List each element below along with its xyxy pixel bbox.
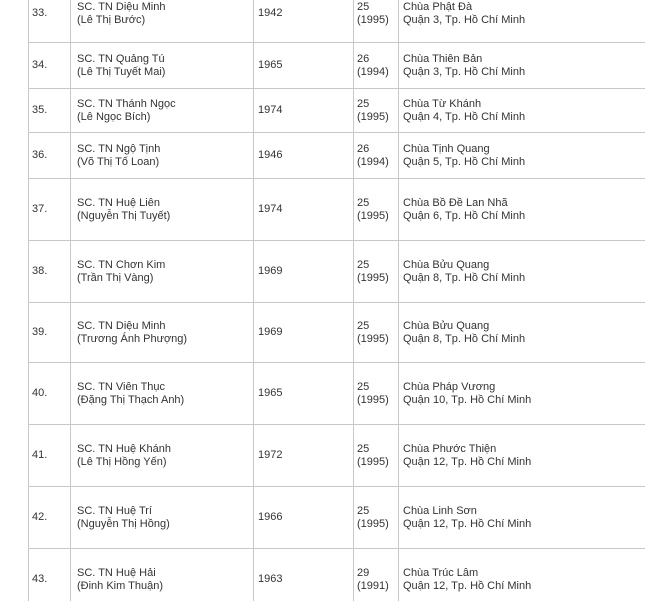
table-row [29, 241, 645, 303]
temple-name: Chùa Thiên Bản [403, 52, 483, 65]
temple-cell [399, 89, 645, 133]
vassa-count: 29 [357, 566, 370, 579]
ordination-year: (1995) [357, 271, 389, 284]
temple-cell [399, 133, 645, 179]
vassa-count: 25 [357, 196, 370, 209]
vassa-count: 25 [357, 319, 370, 332]
birth-name: (Lê Ngọc Bích) [77, 110, 151, 123]
ordination-year: (1995) [357, 393, 389, 406]
temple-address: Quận 8, Tp. Hồ Chí Minh [403, 332, 526, 345]
vassa-count: 25 [357, 258, 370, 271]
temple-name: Chùa Từ Khánh [403, 97, 482, 110]
temple-name: Chùa Linh Sơn [403, 504, 477, 517]
vassa-count: 25 [357, 380, 370, 393]
ordination-year: (1995) [357, 517, 389, 530]
temple-address: Quận 6, Tp. Hồ Chí Minh [403, 209, 526, 222]
dharma-name: SC. TN Huệ Khánh [77, 442, 171, 455]
name-cell [71, 133, 254, 179]
dharma-name: SC. TN Thánh Ngọc [77, 97, 176, 110]
temple-cell [399, 241, 645, 303]
vassa-cell [354, 241, 399, 303]
name-cell [71, 0, 254, 43]
dharma-name: SC. TN Huệ Trí [77, 504, 152, 517]
name-cell [71, 425, 254, 487]
ordination-year: (1995) [357, 110, 389, 123]
row-number: 43. [29, 549, 71, 601]
dharma-name: SC. TN Viên Thục [77, 380, 166, 393]
name-cell [71, 363, 254, 425]
temple-address: Quận 12, Tp. Hồ Chí Minh [403, 517, 532, 530]
ordination-year: (1995) [357, 13, 389, 26]
birth-name: (Nguyễn Thị Hồng) [77, 517, 170, 530]
row-number: 40. [29, 363, 71, 425]
temple-name: Chùa Trúc Lâm [403, 566, 479, 579]
birth-year: 1965 [254, 363, 354, 425]
vassa-cell [354, 363, 399, 425]
ordination-year: (1994) [357, 155, 389, 168]
birth-year: 1972 [254, 425, 354, 487]
temple-cell [399, 303, 645, 363]
vassa-count: 26 [357, 142, 370, 155]
row-number: 36. [29, 133, 71, 179]
row-number: 35. [29, 89, 71, 133]
name-cell [71, 241, 254, 303]
ordination-year: (1995) [357, 209, 389, 222]
table-row [29, 487, 645, 549]
vassa-count: 25 [357, 504, 370, 517]
vassa-cell [354, 303, 399, 363]
temple-cell [399, 487, 645, 549]
ordination-year: (1995) [357, 332, 389, 345]
birth-name: (Trần Thị Vàng) [77, 271, 154, 284]
table-row [29, 363, 645, 425]
ordination-year: (1991) [357, 579, 389, 592]
temple-cell [399, 549, 645, 601]
birth-year: 1965 [254, 43, 354, 89]
dharma-name: SC. TN Quảng Tú [77, 52, 165, 65]
temple-address: Quận 12, Tp. Hồ Chí Minh [403, 579, 532, 592]
temple-name: Chùa Pháp Vương [403, 380, 496, 393]
birth-name: (Trương Ánh Phượng) [77, 332, 188, 345]
name-cell [71, 89, 254, 133]
name-cell [71, 43, 254, 89]
vassa-cell [354, 549, 399, 601]
dharma-name: SC. TN Diệu Minh [77, 0, 166, 13]
row-number: 41. [29, 425, 71, 487]
dharma-name: SC. TN Diệu Minh [77, 319, 166, 332]
temple-cell [399, 0, 645, 43]
name-cell [71, 549, 254, 601]
row-number: 39. [29, 303, 71, 363]
name-cell [71, 487, 254, 549]
roster-table-body [29, 0, 645, 601]
temple-cell [399, 363, 645, 425]
temple-name: Chùa Tịnh Quang [403, 142, 490, 155]
name-cell [71, 303, 254, 363]
vassa-cell [354, 487, 399, 549]
birth-name: (Nguyễn Thị Tuyết) [77, 209, 171, 222]
row-number: 42. [29, 487, 71, 549]
row-number: 38. [29, 241, 71, 303]
temple-address: Quận 8, Tp. Hồ Chí Minh [403, 271, 526, 284]
vassa-cell [354, 133, 399, 179]
temple-address: Quận 3, Tp. Hồ Chí Minh [403, 65, 526, 78]
birth-year: 1974 [254, 89, 354, 133]
dharma-name: SC. TN Huệ Liên [77, 196, 160, 209]
birth-name: (Đặng Thị Thạch Anh) [77, 393, 185, 406]
vassa-count: 25 [357, 97, 370, 110]
vassa-cell [354, 89, 399, 133]
birth-year: 1969 [254, 241, 354, 303]
vassa-cell [354, 0, 399, 43]
table-row [29, 43, 645, 89]
table-row [29, 425, 645, 487]
dharma-name: SC. TN Huệ Hải [77, 566, 156, 579]
name-cell [71, 179, 254, 241]
row-number: 33. [29, 0, 71, 43]
vassa-cell [354, 425, 399, 487]
vassa-count: 26 [357, 52, 370, 65]
temple-address: Quận 12, Tp. Hồ Chí Minh [403, 455, 532, 468]
birth-year: 1969 [254, 303, 354, 363]
birth-name: (Đinh Kim Thuận) [77, 579, 163, 592]
temple-address: Quận 3, Tp. Hồ Chí Minh [403, 13, 526, 26]
temple-name: Chùa Bồ Đề Lan Nhã [403, 196, 508, 209]
dharma-name: SC. TN Chơn Kim [77, 258, 166, 271]
ordination-year: (1994) [357, 65, 389, 78]
ordination-year: (1995) [357, 455, 389, 468]
birth-name: (Lê Thị Tuyết Mai) [77, 65, 166, 78]
birth-year: 1974 [254, 179, 354, 241]
birth-name: (Lê Thị Bước) [77, 13, 146, 26]
vassa-cell [354, 43, 399, 89]
table-row [29, 89, 645, 133]
temple-name: Chùa Bửu Quang [403, 258, 490, 271]
vassa-count: 25 [357, 0, 370, 13]
table-row [29, 0, 645, 43]
table-row [29, 549, 645, 601]
row-number: 34. [29, 43, 71, 89]
temple-address: Quận 5, Tp. Hồ Chí Minh [403, 155, 526, 168]
temple-name: Chùa Phước Thiện [403, 442, 497, 455]
temple-cell [399, 425, 645, 487]
temple-name: Chùa Bửu Quang [403, 319, 490, 332]
temple-address: Quận 4, Tp. Hồ Chí Minh [403, 110, 526, 123]
temple-cell [399, 43, 645, 89]
table-row [29, 303, 645, 363]
birth-year: 1963 [254, 549, 354, 601]
birth-year: 1946 [254, 133, 354, 179]
table-row [29, 133, 645, 179]
temple-name: Chùa Phật Đà [403, 0, 473, 13]
birth-year: 1942 [254, 0, 354, 43]
vassa-cell [354, 179, 399, 241]
dharma-name: SC. TN Ngộ Tịnh [77, 142, 161, 155]
birth-year: 1966 [254, 487, 354, 549]
birth-name: (Lê Thị Hồng Yến) [77, 455, 167, 468]
row-number: 37. [29, 179, 71, 241]
nun-roster-table [28, 0, 645, 601]
temple-address: Quận 10, Tp. Hồ Chí Minh [403, 393, 532, 406]
table-row [29, 179, 645, 241]
birth-name: (Võ Thị Tố Loan) [77, 155, 160, 168]
vassa-count: 25 [357, 442, 370, 455]
temple-cell [399, 179, 645, 241]
